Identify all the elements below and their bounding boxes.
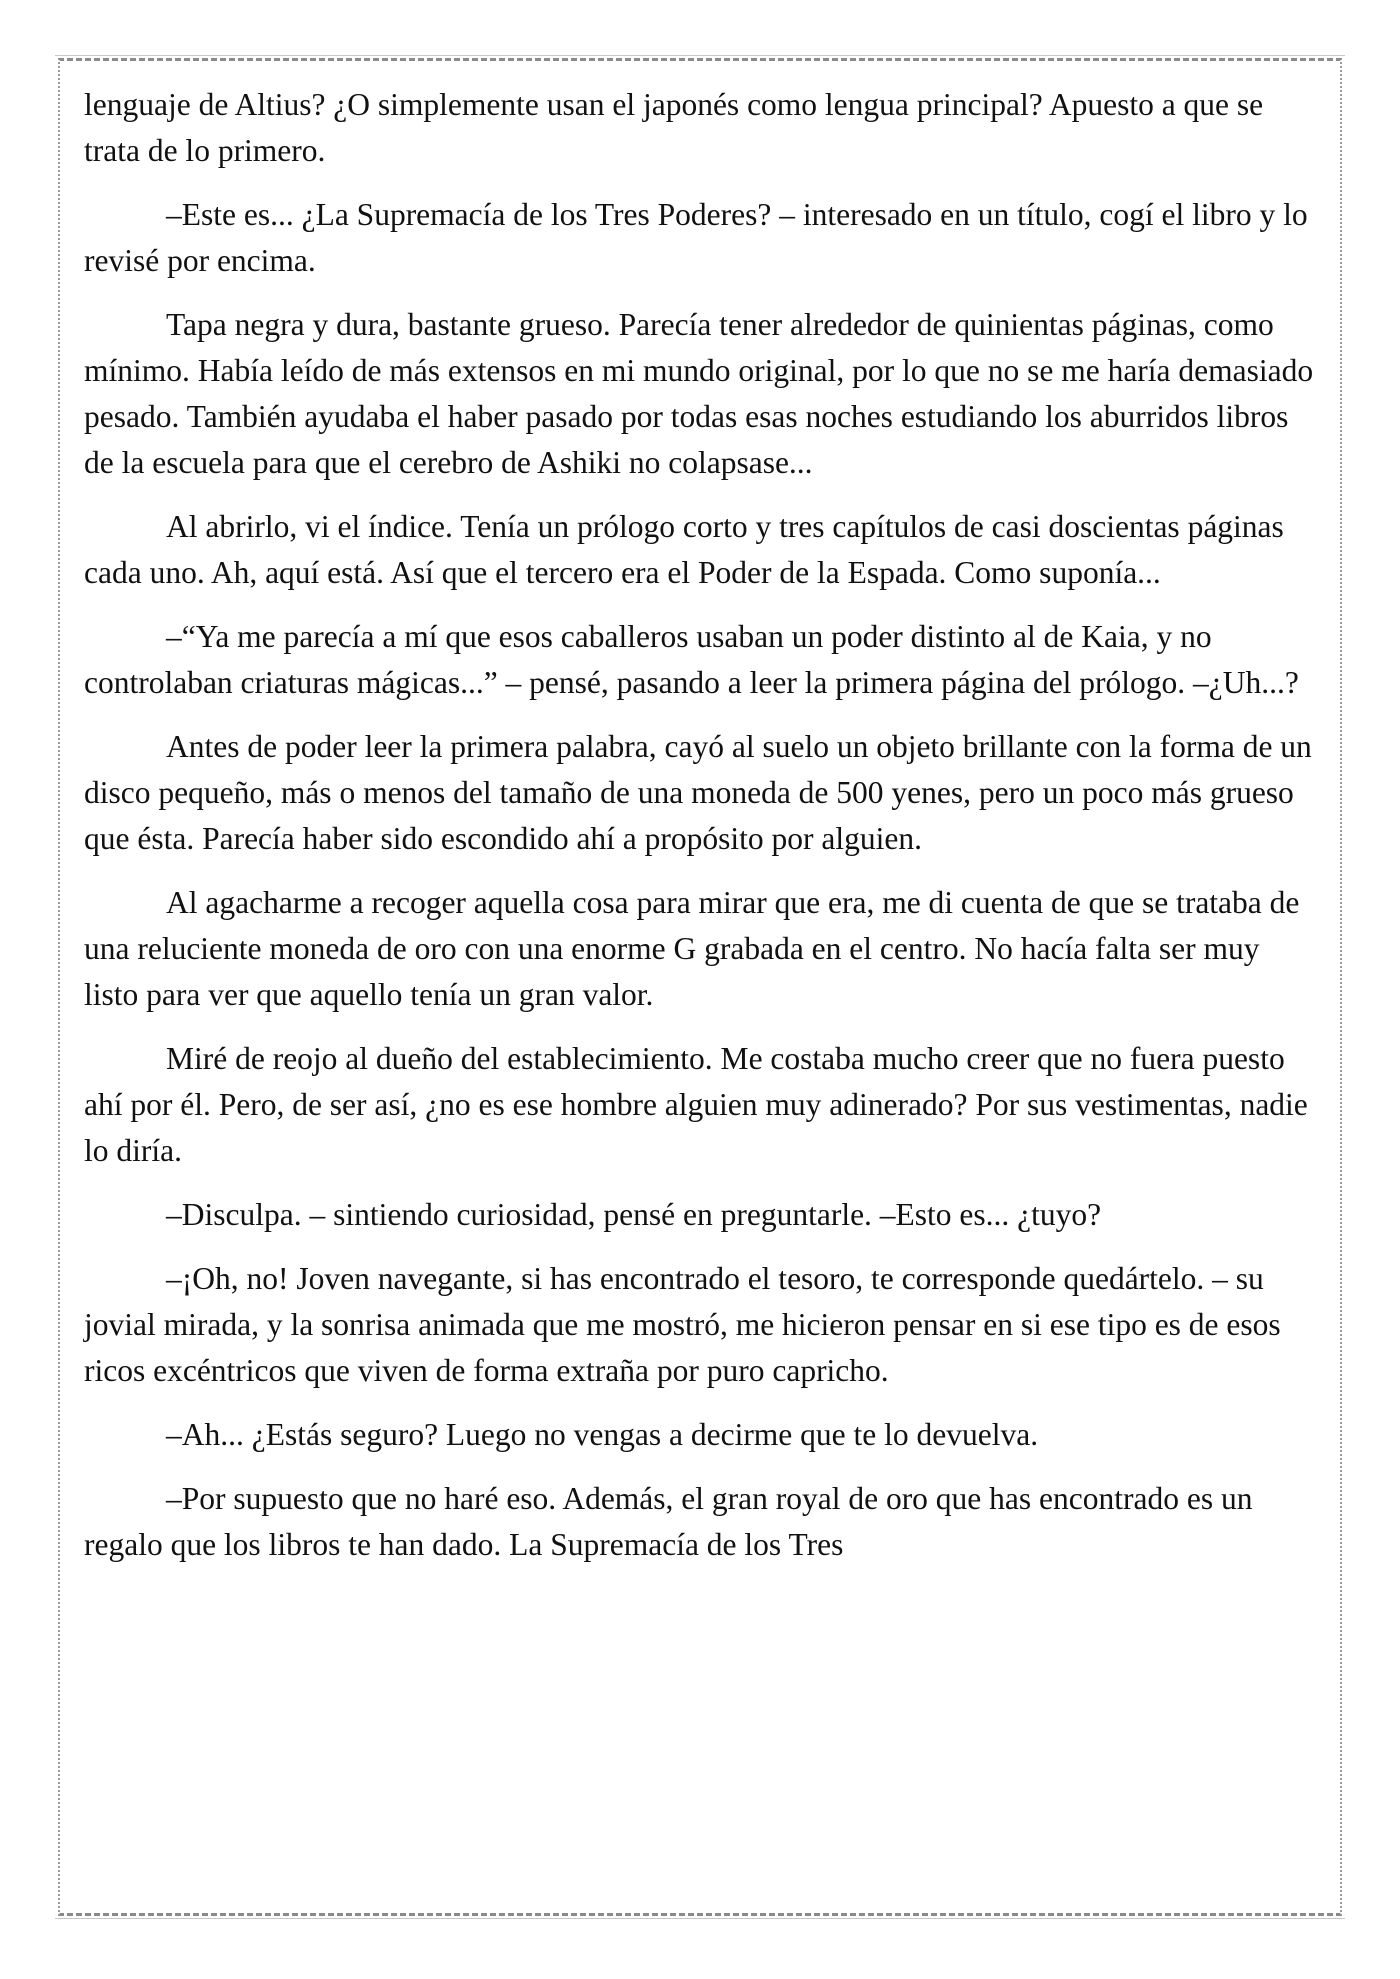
paragraph: Al agacharme a recoger aquella cosa para mirar que era, me di cuenta de que se trataba de una reluciente moneda de oro con una enorme G grabada en el centro. No hacía falta ser muy listo para ver que aquello tenía un gran valor. xyxy=(84,885,1300,1012)
paragraph: Tapa negra y dura, bastante grueso. Parecía tener alrededor de quinientas páginas, como mínimo. Había leído de más extensos en mi mundo original, por lo que no se me haría demasiado pesado. También ayudaba el haber pasado por todas esas noches estudiando los aburridos libros de la escuela para que el cerebro de Ashiki no colapsase... xyxy=(84,307,1314,480)
paragraph: –Disculpa. – sintiendo curiosidad, pensé en preguntarle. –Esto es... ¿tuyo? xyxy=(166,1197,1102,1232)
paragraph: –¡Oh, no! Joven navegante, si has encontrado el tesoro, te corresponde quedártelo. – su jovial mirada, y la sonrisa animada que me mostró, me hicieron pensar en si ese tipo es de esos ricos excéntricos que viven de forma extraña por puro capricho. xyxy=(84,1261,1281,1388)
paragraph: Al abrirlo, vi el índice. Tenía un prólogo corto y tres capítulos de casi doscientas páginas cada uno. Ah, aquí está. Así que el tercero era el Poder de la Espada. Como suponía... xyxy=(84,509,1284,590)
paragraph: Miré de reojo al dueño del establecimiento. Me costaba mucho creer que no fuera puesto ahí por él. Pero, de ser así, ¿no es ese hombre alguien muy adinerado? Por sus vestimentas, nadie lo diría. xyxy=(84,1041,1308,1168)
document-text-body xyxy=(84,82,1316,1586)
paragraph: Antes de poder leer la primera palabra, cayó al suelo un objeto brillante con la forma de un disco pequeño, más o menos del tamaño de una moneda de 500 yenes, pero un poco más grueso que ésta. Parecía haber sido escondido ahí a propósito por alguien. xyxy=(84,729,1312,856)
paragraph: –Por supuesto que no haré eso. Además, el gran royal de oro que has encontrado es un regalo que los libros te han dado. La Supremacía de los Tres xyxy=(84,1481,1253,1562)
paragraph: –Ah... ¿Estás seguro? Luego no vengas a decirme que te lo devuelva. xyxy=(166,1417,1039,1452)
paragraph: –Este es... ¿La Supremacía de los Tres Poderes? – interesado en un título, cogí el libro y lo revisé por encima. xyxy=(84,197,1308,278)
paragraph: –“Ya me parecía a mí que esos caballeros usaban un poder distinto al de Kaia, y no controlaban criaturas mágicas...” – pensé, pasando a leer la primera página del prólogo. –¿Uh...? xyxy=(84,619,1299,700)
paragraph: lenguaje de Altius? ¿O simplemente usan el japonés como lengua principal? Apuesto a que se trata de lo primero. xyxy=(84,87,1264,168)
